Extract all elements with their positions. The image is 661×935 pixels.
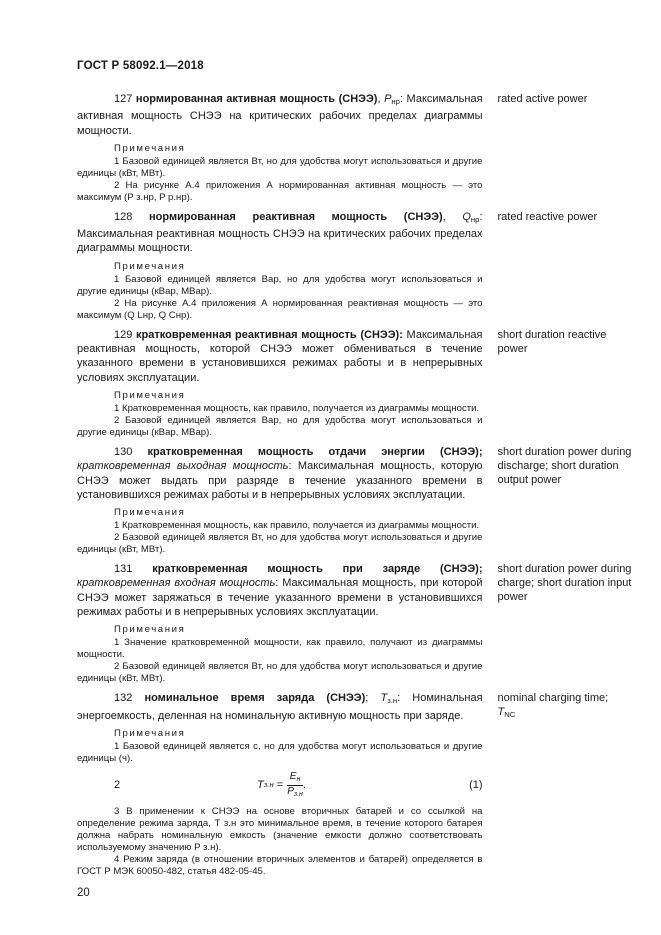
english-term: rated active power [497, 93, 588, 105]
english-term: short duration reactive power [497, 328, 607, 355]
english-term: short duration power during charge; short duration input power [497, 563, 632, 604]
notes-heading: Примечания [114, 260, 186, 272]
note: 2 Базовой единицей является Вт, но для удобства могут использоваться и другие единицы (кВт, МВт). [77, 532, 483, 556]
notes-heading: Примечания [114, 624, 186, 636]
note: 1 Значение кратковременной мощности, как правило, получают из диаграммы мощности. [77, 637, 483, 661]
note: 2 На рисунке А.4 приложения А нормированная активная мощность — это максимум (P з.нр, P р.нр). [77, 179, 483, 203]
formula-note-number: 2 [114, 779, 121, 792]
note: 2 Базовой единицей является Вар, но для удобства могут использоваться и другие единицы (кВар, МВар). [77, 414, 483, 438]
term-definition: 132 номинальное время заряда (СНЭЭ); $T_{з.н}$: Номинальная энергоемкость, деленная на номинальную активную мощность при заряде. [77, 692, 483, 722]
note: 4 Режим заряда (в отношении вторичных элементов и батарей) определяется в ГОСТ Р МЭК 60050-482, статья 482-05-45. [77, 853, 483, 877]
formula [77, 771, 483, 800]
english-term: rated reactive power [497, 210, 598, 223]
term-definition: 128 нормированная реактивная мощность (СНЭЭ), $Q_{нр}$: Максимальная реактивная мощность СНЭЭ на критических рабочих пределах диаграммы мощности. [77, 210, 483, 255]
terms-content [77, 92, 637, 884]
formula-reference: (1) [469, 779, 483, 792]
note: 2 Базовой единицей является Вт, но для удобства могут использоваться и другие единицы (кВт, МВт). [77, 661, 483, 685]
term-definition: 130 кратковременная мощность отдачи энергии (СНЭЭ); кратковременная выходная мощность: Максимальная мощность, которую СНЭЭ может выдать при разряде в течение указанного времени в установившихся режимах работы и в непрерывных условиях эксплуатации. [77, 445, 483, 501]
term-entry-129 [77, 328, 637, 439]
term-entry-130 [77, 445, 637, 556]
notes-block [77, 624, 483, 685]
term-entry-132 [77, 691, 637, 878]
term-definition: 131 кратковременная мощность при заряде (СНЭЭ); кратковременная входная мощность: Максимальная мощность, при которой СНЭЭ может заряжаться в течение указанного времени в установившихся режимах работы и в непрерывных условиях эксплуатации. [77, 563, 483, 619]
note: 1 Кратковременная мощность, как правило, получается из диаграммы мощности. [114, 520, 480, 532]
formula-fraction: $\frac{E_н}{P_{з.н}}$ [287, 770, 303, 798]
notes-block [77, 261, 483, 322]
english-term: short duration power during discharge; short duration output power [497, 445, 632, 486]
term-entry-128 [77, 210, 637, 322]
document-header: ГОСТ Р 58092.1—2018 [77, 60, 204, 72]
term-definition: 127 нормированная активная мощность (СНЭЭ), $P_{нр}$: Максимальная активная мощность СНЭЭ на критических рабочих пределах диаграммы мощности. [77, 93, 483, 137]
notes-block [77, 143, 483, 204]
note: 1 Базовой единицей является Вт, но для удобства могут использоваться и другие единицы (кВт, МВт). [77, 155, 483, 179]
formula-expression: T з.н = $\frac{E_н}{P_{з.н}}$ . [257, 770, 306, 798]
page-number: 20 [77, 887, 90, 899]
notes-heading: Примечания [114, 142, 186, 154]
term-entry-127 [77, 92, 637, 204]
notes-block [77, 728, 483, 878]
notes-heading: Примечания [114, 507, 186, 519]
notes-heading: Примечания [114, 727, 186, 739]
note: 3 В применении к СНЭЭ на основе вторичных батарей и со ссылкой на определение режима заряда, T з.н это минимальное время, в течение которого батарея должна набрать номинальную емкость (значение емкости должно соответствовать используемому значению P з.н). [77, 805, 483, 853]
english-term: nominal charging time; $T_{NC}$ [497, 692, 609, 720]
term-definition: 129 кратковременная реактивная мощность (СНЭЭ): Максимальная реактивная мощность, которой СНЭЭ может обмениваться в течение указанного времени в установившихся режимах работы и в непрерывных условиях эксплуатации. [77, 328, 483, 384]
notes-block [77, 390, 483, 439]
term-entry-131 [77, 562, 637, 685]
note: 2 На рисунке А.4 приложения А нормированная реактивная мощность — это максимум (Q Lнр, Q Cнр). [77, 297, 483, 321]
note: 1 Базовой единицей является Вар, но для удобства могут использоваться и другие единицы (кВар, МВар). [77, 273, 483, 297]
note: 1 Кратковременная мощность, как правило, получается из диаграммы мощности. [114, 402, 480, 414]
notes-heading: Примечания [114, 389, 186, 401]
notes-block [77, 507, 483, 556]
note: 1 Базовой единицей является с, но для удобства могут использоваться и другие единицы (ч). [77, 740, 483, 764]
